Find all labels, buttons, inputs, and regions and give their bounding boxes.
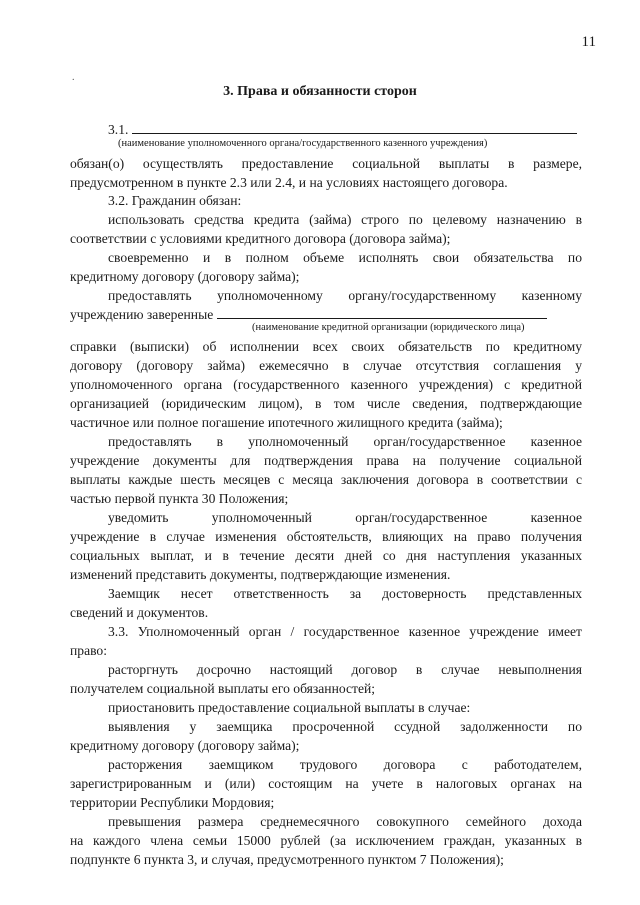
right-d-line-1: расторжения заемщиком трудового договора с работодателем, xyxy=(108,757,582,772)
right-c-line-1: выявления у заемщика просроченной ссудной задолженности по xyxy=(108,719,582,734)
caption-authority: (наименование уполномоченного органа/государственного казенного учреждения) xyxy=(118,138,488,149)
right-e-line-2: на каждого члена семьи 15000 рублей (за исключением граждан, указанных в xyxy=(70,833,582,848)
clause-3-2-heading: 3.2. Гражданин обязан: xyxy=(108,193,242,208)
duty-f-line-1: Заемщик несет ответственность за достоверность представленных xyxy=(108,586,582,601)
clause-3-1-text-2: предусмотренном в пункте 2.3 или 2.4, и на условиях настоящего договора. xyxy=(70,175,508,190)
duty-f-line-2: сведений и документов. xyxy=(70,605,209,620)
right-a-line-2: получателем социальной выплаты его обязанностей; xyxy=(70,681,376,696)
duty-b-line-1: своевременно и в полном объеме исполнять свои обязательства по xyxy=(108,250,582,265)
clause-3-1-number: 3.1. xyxy=(108,122,129,137)
duty-d-line-4: частью первой пункта 30 Положения; xyxy=(70,491,289,506)
right-a-line-1: расторгнуть досрочно настоящий договор в случае невыполнения xyxy=(108,662,582,677)
right-e-line-1: превышения размера среднемесячного совокупного семейного дохода xyxy=(108,814,582,829)
blank-line-authority xyxy=(132,121,577,134)
duty-c-line-7: частичное или полное погашение ипотечного жилищного кредита (займа); xyxy=(70,415,503,430)
right-b-line-1: приостановить предоставление социальной выплаты в случае: xyxy=(108,700,471,715)
duty-c-line-2-text: учреждению заверенные xyxy=(70,307,214,322)
right-e-line-3: подпункте 6 пункта 3, и случая, предусмотренного пунктом 7 Положения); xyxy=(70,852,504,867)
duty-a-line-2: соответствии с условиями кредитного договора (договора займа); xyxy=(70,231,451,246)
margin-mark: . xyxy=(72,72,75,83)
duty-e-line-3: социальных выплат, и в течение десяти дней со дня наступления указанных xyxy=(70,548,582,563)
duty-e-line-4: изменений представить документы, подтверждающие изменения. xyxy=(70,567,451,582)
blank-line-credit-org xyxy=(217,306,547,319)
clause-3-1-line xyxy=(108,120,588,139)
duty-d-line-1: предоставлять в уполномоченный орган/государственное казенное xyxy=(108,434,582,449)
duty-e-line-2: учреждение в случае изменения обстоятельств, влияющих на право получения xyxy=(70,529,582,544)
duty-a-line-1: использовать средства кредита (займа) строго по целевому назначению в xyxy=(108,212,582,227)
duty-c-line-1: предоставлять уполномоченному органу/государственному казенному xyxy=(108,288,582,303)
duty-c-line-6: организацией (юридическим лицом), в том числе сведения, подтверждающие xyxy=(70,396,582,411)
right-d-line-3: территории Республики Мордовия; xyxy=(70,795,275,810)
duty-d-line-2: учреждение документы для подтверждения права на получение социальной xyxy=(70,453,582,468)
duty-c-line-4: договору (договору займа) ежемесячно в случае отсутствия соглашения у xyxy=(70,358,582,373)
caption-credit-org: (наименование кредитной организации (юридического лица) xyxy=(252,322,525,333)
duty-c-line-3: справки (выписки) об исполнении всех своих обязательств по кредитному xyxy=(70,339,582,354)
duty-c-line-5: уполномоченного органа (государственного казенного учреждения) с кредитной xyxy=(70,377,582,392)
duty-d-line-3: выплаты каждые шесть месяцев с месяца заключения договора в соответствии с xyxy=(70,472,582,487)
section-title: 3. Права и обязанности сторон xyxy=(223,84,417,99)
duty-e-line-1: уведомить уполномоченный орган/государственное казенное xyxy=(108,510,582,525)
clause-3-1-text-1: обязан(о) осуществлять предоставление социальной выплаты в размере, xyxy=(70,156,582,171)
right-c-line-2: кредитному договору (договору займа); xyxy=(70,738,300,753)
duty-b-line-2: кредитному договору (договору займа); xyxy=(70,269,300,284)
clause-3-3-heading-2: право: xyxy=(70,643,108,658)
page-number: 11 xyxy=(581,34,596,50)
right-d-line-2: зарегистрированным и (или) состоящим на учете в налоговых органах на xyxy=(70,776,582,791)
clause-3-3-heading-1: 3.3. Уполномоченный орган / государственное казенное учреждение имеет xyxy=(108,624,582,639)
